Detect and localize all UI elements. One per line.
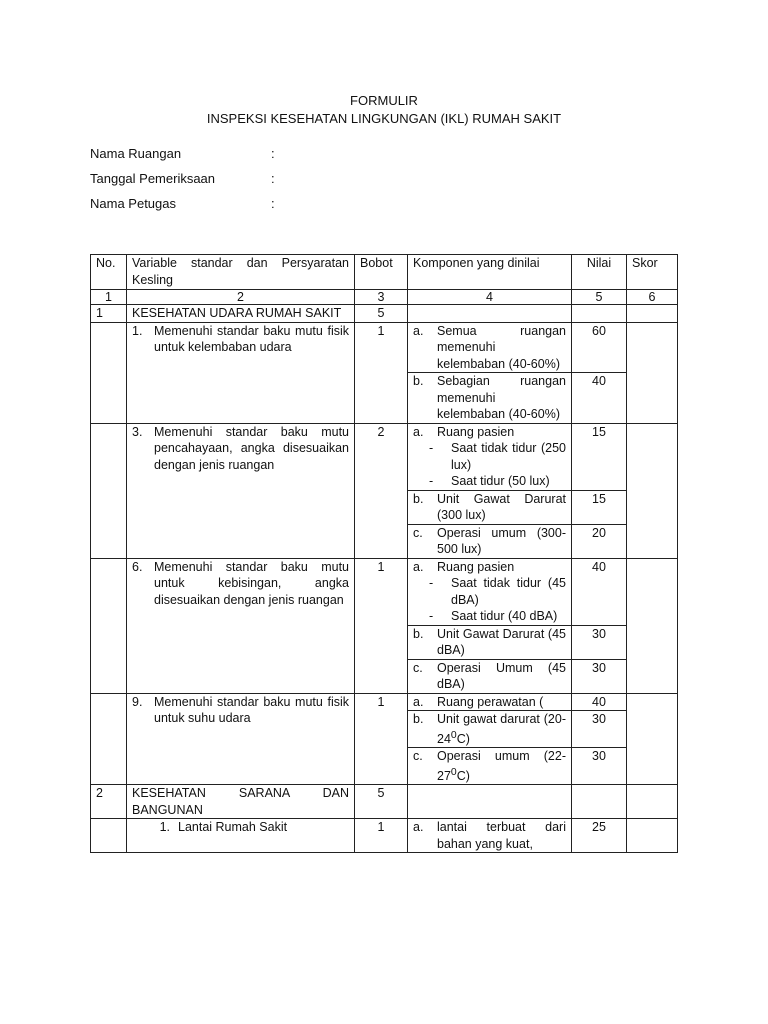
item-text: Memenuhi standar baku mutu untuk kebisingan, angka disesuaikan dengan jenis ruangan <box>154 559 349 607</box>
form-title: FORMULIR <box>350 93 418 108</box>
field-label: Tanggal Pemeriksaan <box>90 171 216 186</box>
option-text: Unit Gawat Darurat (45 dBA) <box>437 626 566 657</box>
skor-cell <box>627 558 678 693</box>
option-text-part: Operasi umum (22-27 <box>437 749 566 783</box>
inspection-table <box>90 254 678 853</box>
sub-option-text: Saat tidak tidur (250 lux) <box>451 441 566 472</box>
nilai-cell: 25 <box>572 819 627 853</box>
option-text: Semua ruangan memenuhi kelembaban (40-60%) <box>437 323 566 371</box>
form-subtitle: INSPEKSI KESEHATAN LINGKUNGAN (IKL) RUMAH SAKIT <box>206 111 562 126</box>
option-text: Operasi Umum (45 dBA) <box>437 660 566 691</box>
col-number: 1 <box>91 290 127 305</box>
option-key: b. <box>413 626 424 641</box>
bobot-cell: 1 <box>355 558 408 693</box>
option-key: a. <box>413 424 424 439</box>
col-number: 3 <box>355 290 408 305</box>
option-text-part: C) <box>456 731 470 746</box>
section-bobot: 5 <box>355 305 408 323</box>
item-number: 6. <box>132 559 143 574</box>
degree-sup: 0 <box>450 729 457 741</box>
section-bobot: 5 <box>355 785 408 819</box>
item-number: 1. <box>159 820 170 835</box>
option-text-part: C) <box>456 768 470 783</box>
table-row <box>91 423 678 490</box>
field-separator: : <box>271 171 275 186</box>
option-text: Unit Gawat Darurat (300 lux) <box>437 491 566 522</box>
sub-option-text: Saat tidur (50 lux) <box>451 474 550 488</box>
skor-cell <box>627 819 678 853</box>
header-variable: Variable standar dan Persyaratan Kesling <box>127 255 355 290</box>
bobot-cell: 1 <box>355 693 408 785</box>
nilai-cell: 20 <box>572 524 627 558</box>
komponen-cell <box>408 373 572 424</box>
section-row <box>91 305 678 323</box>
skor-cell <box>627 322 678 423</box>
table-row <box>91 558 678 625</box>
komponen-cell <box>408 423 572 490</box>
header-skor: Skor <box>627 255 678 290</box>
skor-cell <box>627 423 678 558</box>
dash-key: - <box>429 474 434 488</box>
komponen-cell <box>408 659 572 693</box>
field-label: Nama Ruangan <box>90 146 182 161</box>
option-key: b. <box>413 712 424 726</box>
komponen-cell <box>408 322 572 373</box>
option-text: Ruang pasien <box>437 559 515 574</box>
option-text: Ruang perawatan ( <box>437 694 544 709</box>
variable-cell <box>127 322 355 423</box>
table-row <box>91 819 678 853</box>
komponen-cell <box>408 625 572 659</box>
sub-option-text: Saat tidur (40 dBA) <box>451 609 558 623</box>
nilai-cell: 40 <box>572 693 627 711</box>
komponen-cell <box>408 819 572 853</box>
komponen-cell <box>408 524 572 558</box>
item-number: 1. <box>132 323 143 338</box>
variable-cell <box>127 423 355 558</box>
variable-cell <box>127 819 355 853</box>
komponen-cell <box>408 558 572 625</box>
option-text: lantai terbuat dari bahan yang kuat, <box>437 820 566 851</box>
item-text: Memenuhi standar baku mutu fisik untuk kelembaban udara <box>154 323 349 354</box>
bobot-cell: 1 <box>355 819 408 853</box>
sub-option-text: Saat tidak tidur (45 dBA) <box>451 576 566 607</box>
nilai-cell: 30 <box>572 711 627 748</box>
option-text: Operasi umum (300-500 lux) <box>437 525 566 556</box>
nilai-cell: 30 <box>572 625 627 659</box>
col-number: 4 <box>408 290 572 305</box>
variable-cell <box>127 693 355 785</box>
nilai-cell: 40 <box>572 558 627 625</box>
option-key: a. <box>413 559 424 574</box>
section-number: 2 <box>91 785 127 819</box>
option-text-part: Unit gawat darurat (20-24 <box>437 712 566 746</box>
dash-key: - <box>429 576 434 590</box>
nilai-cell: 40 <box>572 373 627 424</box>
table-header-row <box>91 255 678 290</box>
item-number: 9. <box>132 694 143 709</box>
dash-key: - <box>429 441 434 455</box>
nilai-cell: 15 <box>572 490 627 524</box>
option-key: a. <box>413 820 424 835</box>
column-number-row <box>91 290 678 305</box>
nilai-cell: 30 <box>572 659 627 693</box>
option-key: c. <box>413 525 423 540</box>
item-number: 3. <box>132 424 143 439</box>
option-key: c. <box>413 660 423 675</box>
header-komponen: Komponen yang dinilai <box>408 255 572 290</box>
field-label: Nama Petugas <box>90 196 176 211</box>
section-row <box>91 785 678 819</box>
skor-cell <box>627 693 678 785</box>
field-nama-petugas <box>90 196 275 211</box>
komponen-cell <box>408 748 572 785</box>
option-key: a. <box>413 694 424 709</box>
header-bobot: Bobot <box>355 255 408 290</box>
option-text: Ruang pasien <box>437 424 515 439</box>
table-row <box>91 322 678 373</box>
nilai-cell: 60 <box>572 322 627 373</box>
col-number: 2 <box>127 290 355 305</box>
field-nama-ruangan <box>90 146 275 161</box>
komponen-cell <box>408 711 572 748</box>
option-key: b. <box>413 491 424 506</box>
item-text: Memenuhi standar baku mutu pencahayaan, angka disesuaikan dengan jenis ruangan <box>154 424 349 472</box>
komponen-cell <box>408 693 572 711</box>
option-text: Sebagian ruangan memenuhi kelembaban (40-60%) <box>437 374 566 421</box>
nilai-cell: 15 <box>572 423 627 490</box>
section-title: KESEHATAN UDARA RUMAH SAKIT <box>127 305 355 323</box>
bobot-cell: 2 <box>355 423 408 558</box>
item-text: Lantai Rumah Sakit <box>178 820 288 835</box>
item-text: Memenuhi standar baku mutu fisik untuk suhu udara <box>154 694 349 725</box>
bobot-cell: 1 <box>355 322 408 423</box>
header-no: No. <box>91 255 127 290</box>
option-key: b. <box>413 374 424 388</box>
degree-sup: 0 <box>450 766 457 778</box>
section-title: KESEHATAN SARANA DAN BANGUNAN <box>127 785 355 819</box>
variable-cell <box>127 558 355 693</box>
col-number: 5 <box>572 290 627 305</box>
komponen-cell <box>408 490 572 524</box>
option-key: a. <box>413 323 424 338</box>
field-separator: : <box>271 146 275 161</box>
option-text <box>437 748 566 784</box>
header-nilai: Nilai <box>572 255 627 290</box>
option-text <box>437 711 566 747</box>
field-tanggal-pemeriksaan <box>90 171 275 186</box>
option-key: c. <box>413 749 423 764</box>
table-row <box>91 693 678 711</box>
dash-key: - <box>429 609 434 623</box>
field-separator: : <box>271 196 275 211</box>
section-number: 1 <box>91 305 127 323</box>
nilai-cell: 30 <box>572 748 627 785</box>
col-number: 6 <box>627 290 678 305</box>
